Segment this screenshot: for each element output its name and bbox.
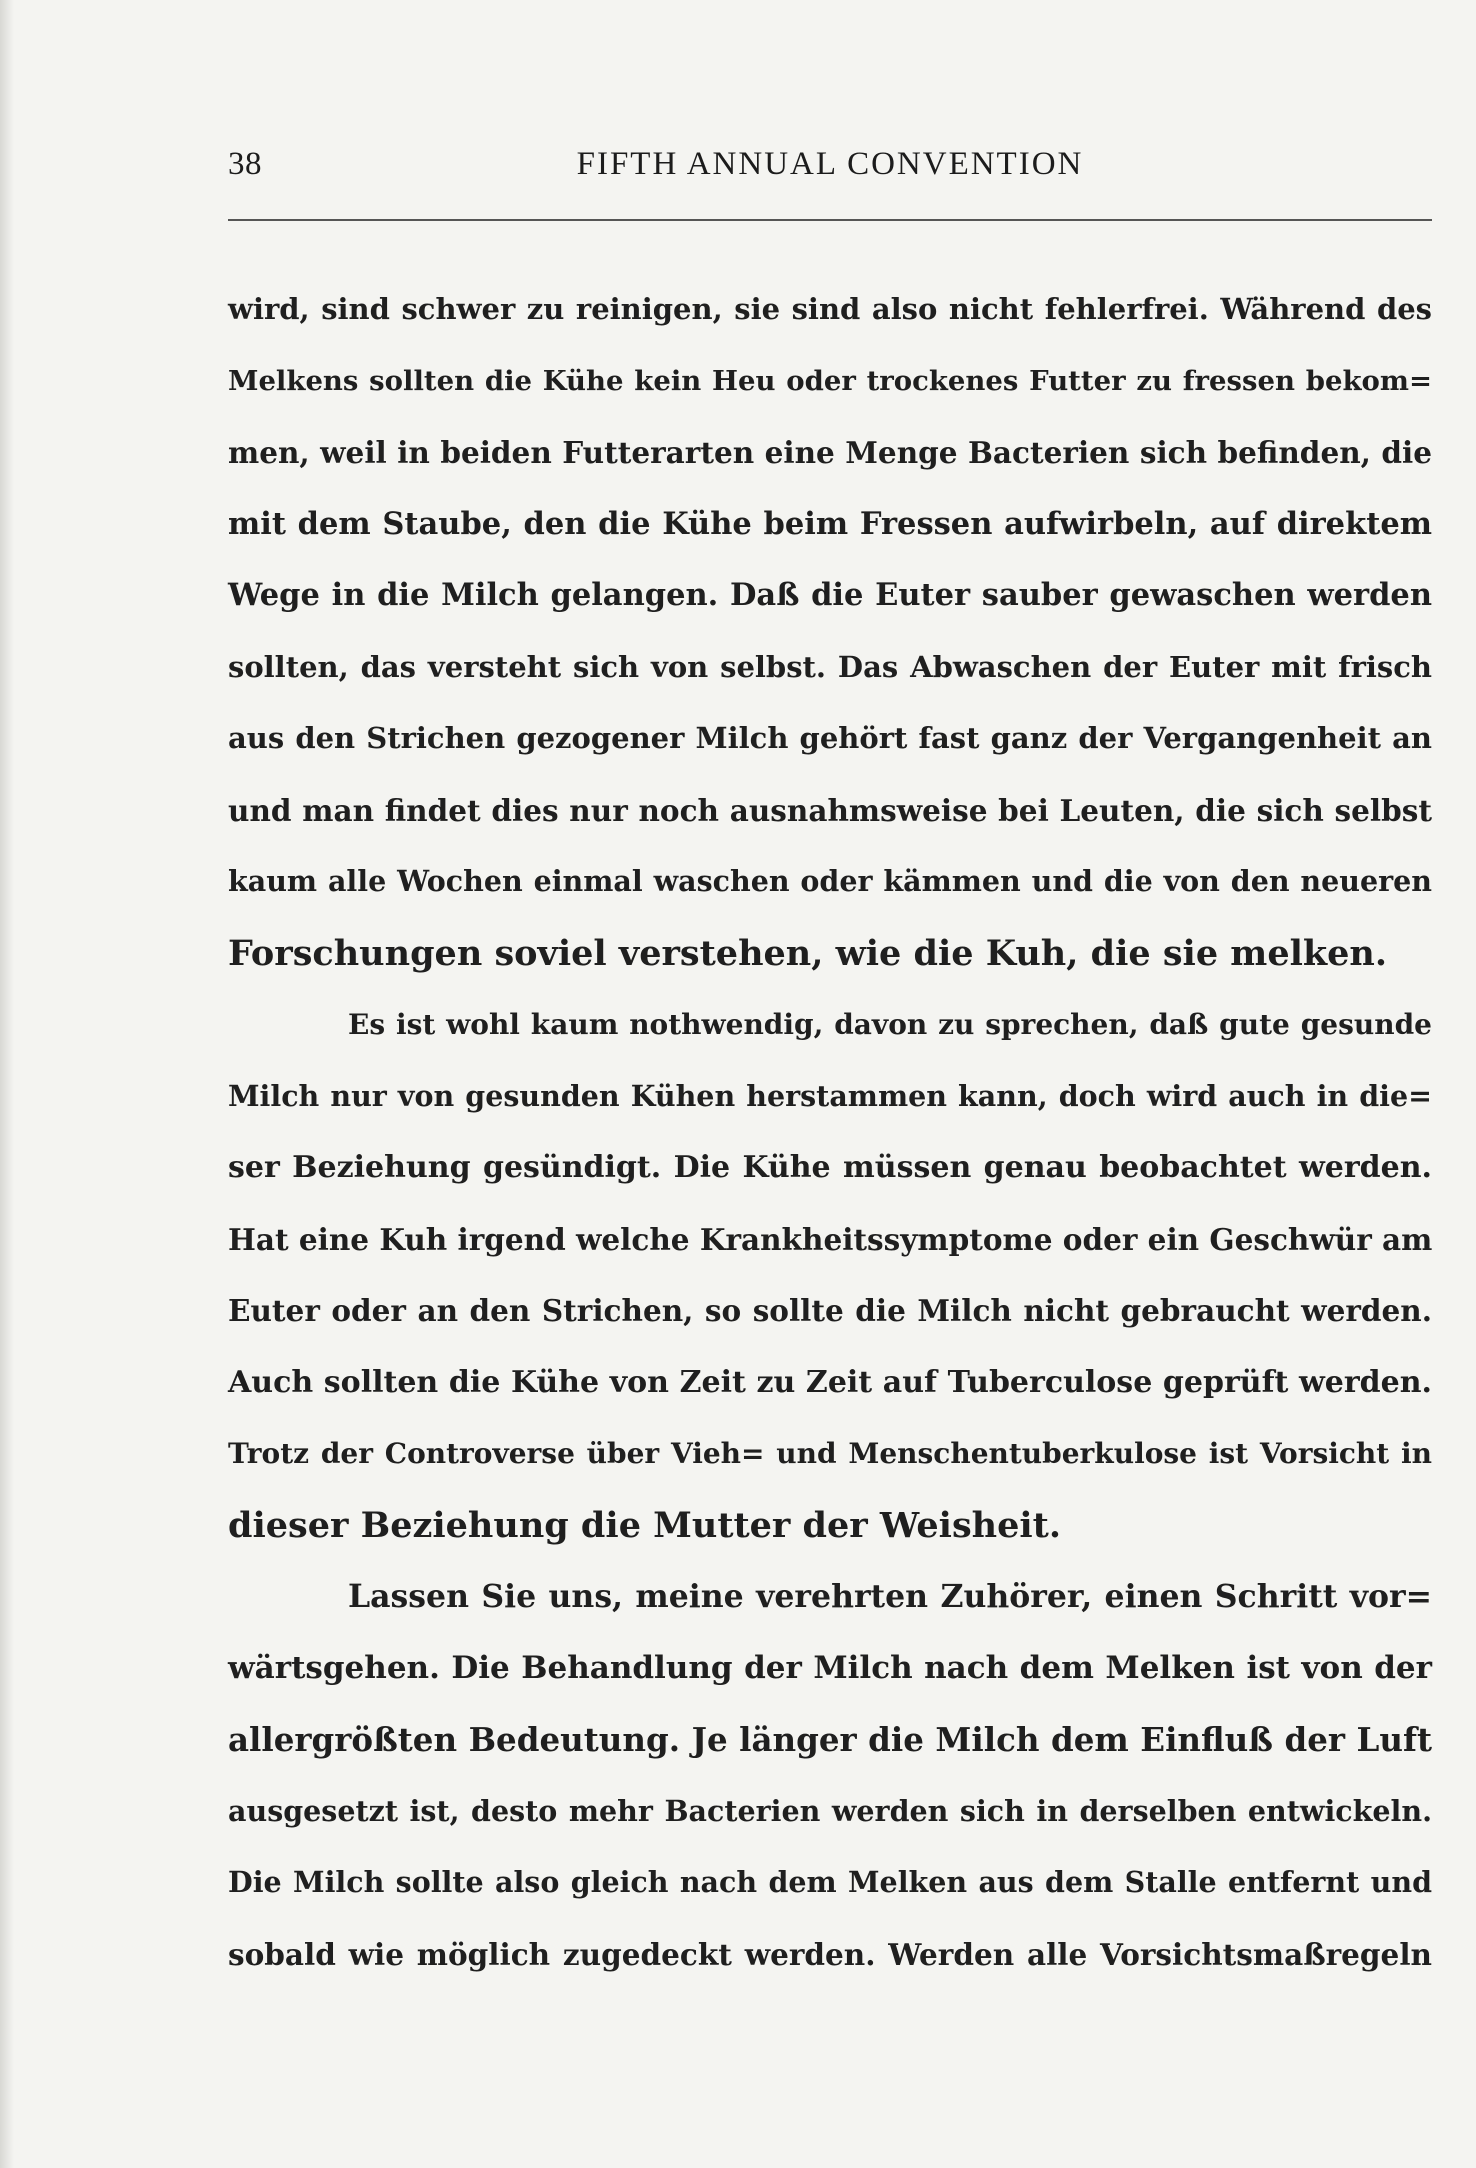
text-line: Melkens sollten die Kühe kein Heu oder trockenes Futter zu fressen bekom= bbox=[228, 364, 1432, 397]
text-line: Es ist wohl kaum nothwendig, davon zu sprechen, daß gute gesunde bbox=[348, 1008, 1432, 1041]
header-rule bbox=[228, 219, 1432, 221]
text-line: Trotz der Controverse über Vieh= und Menschentuberkulose ist Vorsicht in bbox=[228, 1437, 1432, 1470]
paragraph-2 bbox=[228, 989, 1432, 1561]
text-line: und man findet dies nur noch ausnahmsweise bei Leuten, die sich selbst bbox=[228, 792, 1432, 828]
text-line: Lassen Sie uns, meine verehrten Zuhörer, einen Schritt vor= bbox=[348, 1578, 1432, 1615]
paragraph-3 bbox=[228, 1561, 1432, 1990]
text-line: Wege in die Milch gelangen. Daß die Euter sauber gewaschen werden bbox=[228, 577, 1432, 613]
text-line: Die Milch sollte also gleich nach dem Melken aus dem Stalle entfernt und bbox=[228, 1865, 1432, 1899]
text-line: kaum alle Wochen einmal waschen oder kämmen und die von den neueren bbox=[228, 864, 1432, 898]
text-line: sollten, das versteht sich von selbst. Das Abwaschen der Euter mit frisch bbox=[228, 649, 1432, 684]
text-line: Auch sollten die Kühe von Zeit zu Zeit auf Tuberculose geprüft werden. bbox=[228, 1364, 1432, 1400]
running-head: FIFTH ANNUAL CONVENTION bbox=[576, 146, 1084, 182]
text-line: allergrößten Bedeutung. Je länger die Milch dem Einfluß der Luft bbox=[228, 1720, 1432, 1759]
text-line: mit dem Staube, den die Kühe beim Fressen aufwirbeln, auf direktem bbox=[228, 505, 1432, 542]
text-line: wird, sind schwer zu reinigen, sie sind also nicht fehlerfrei. Während des bbox=[228, 292, 1432, 326]
text-line: Euter oder an den Strichen, so sollte die Milch nicht gebraucht werden. bbox=[228, 1293, 1432, 1328]
text-line: ser Beziehung gesündigt. Die Kühe müssen genau beobachtet werden. bbox=[228, 1150, 1432, 1185]
text-line: ausgesetzt ist, desto mehr Bacterien werden sich in derselben entwickeln. bbox=[228, 1793, 1432, 1828]
text-line: Forschungen soviel verstehen, wie die Kuh, die sie melken. bbox=[228, 932, 1388, 974]
text-line: Milch nur von gesunden Kühen herstammen kann, doch wird auch in die= bbox=[228, 1078, 1432, 1113]
text-line: aus den Strichen gezogener Milch gehört fast ganz der Vergangenheit an bbox=[228, 721, 1432, 755]
text-line: sobald wie möglich zugedeckt werden. Werden alle Vorsichtsmaßregeln bbox=[228, 1936, 1432, 1972]
paragraph-1 bbox=[228, 274, 1432, 989]
body-text bbox=[228, 274, 1432, 1990]
page-edge-shadow bbox=[0, 0, 14, 2168]
page-header bbox=[228, 146, 1432, 196]
text-line: wärtsgehen. Die Behandlung der Milch nach dem Melken ist von der bbox=[228, 1649, 1432, 1686]
text-line: Hat eine Kuh irgend welche Krankheitssymptome oder ein Geschwür am bbox=[228, 1221, 1433, 1257]
text-line: dieser Beziehung die Mutter der Weisheit. bbox=[228, 1504, 1062, 1546]
page-number: 38 bbox=[228, 146, 262, 182]
text-line: men, weil in beiden Futterarten eine Menge Bacterien sich befinden, die bbox=[228, 435, 1432, 470]
